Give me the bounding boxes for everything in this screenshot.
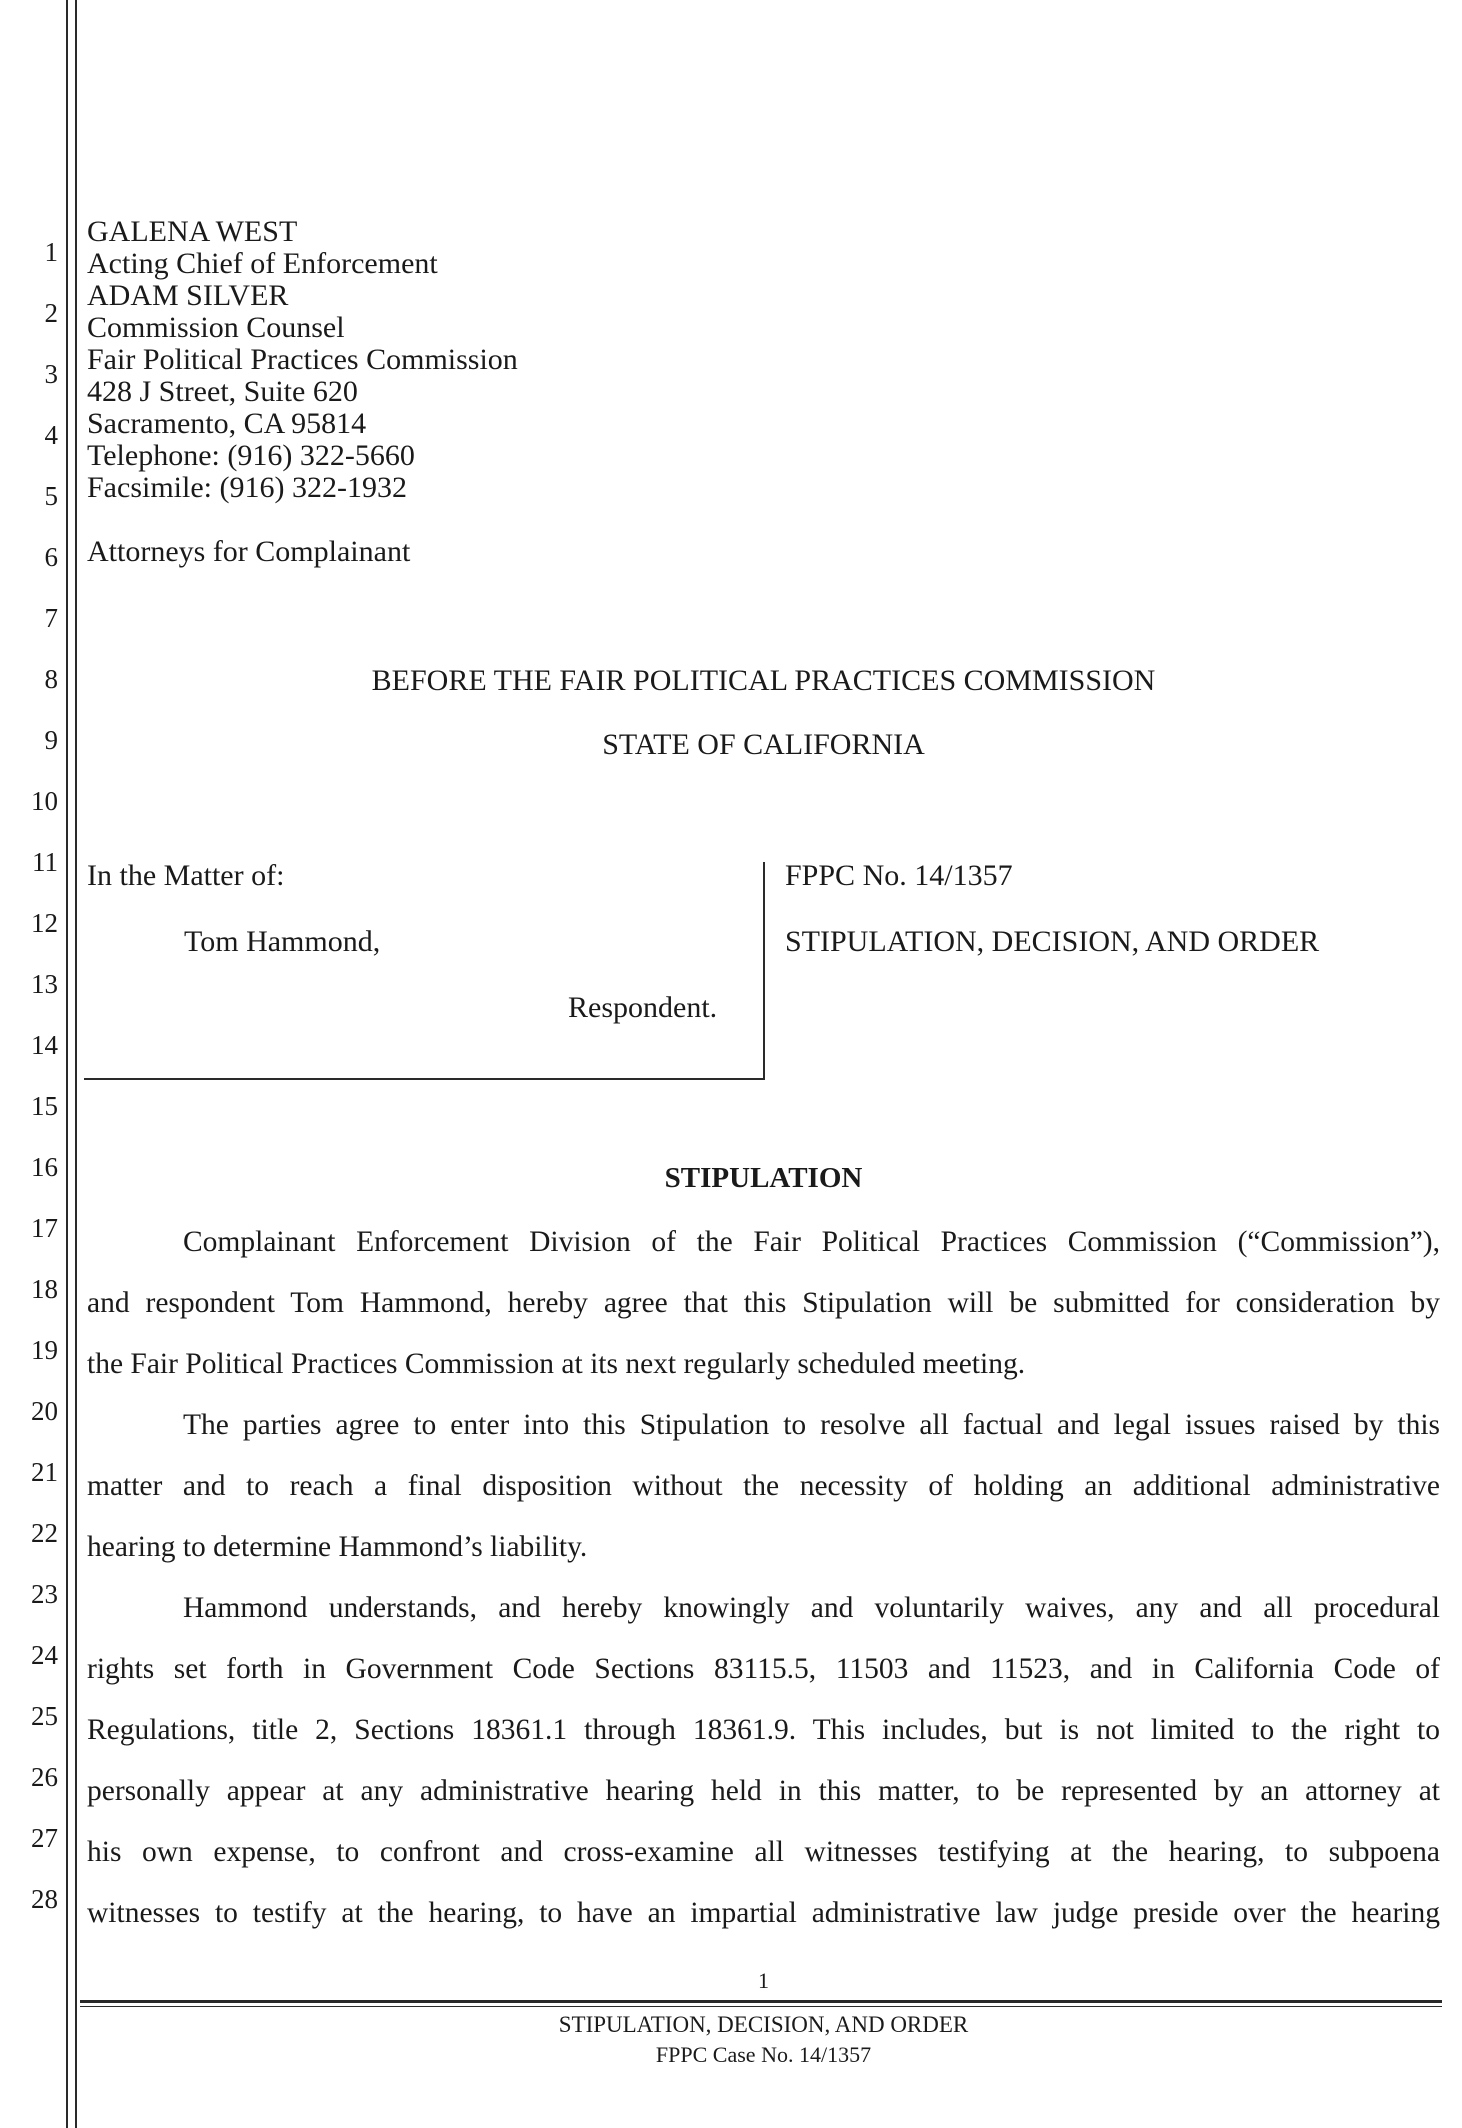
attorney-line: Acting Chief of Enforcement bbox=[87, 247, 438, 280]
body-line: hearing to determine Hammond’s liability. bbox=[87, 1531, 588, 1563]
line-number: 21 bbox=[31, 1457, 58, 1487]
line-number: 25 bbox=[31, 1701, 58, 1731]
line-number: 24 bbox=[31, 1640, 58, 1670]
line-number: 14 bbox=[31, 1030, 58, 1060]
attorney-line: Facsimile: (916) 322-1932 bbox=[87, 471, 407, 504]
document-title: STIPULATION, DECISION, AND ORDER bbox=[785, 925, 1320, 958]
line-number: 10 bbox=[31, 786, 58, 816]
attorney-line: Commission Counsel bbox=[87, 311, 345, 344]
line-number: 16 bbox=[31, 1152, 58, 1182]
respondent-label: Respondent. bbox=[568, 991, 718, 1024]
body-line: Regulations, title 2, Sections 18361.1 through 18361.9. This includes, but is not limited to the right to bbox=[87, 1714, 1440, 1746]
margin-rule-left-inner bbox=[75, 0, 77, 2128]
body-line: rights set forth in Government Code Sections 83115.5, 11503 and 11523, and in California Code of bbox=[87, 1653, 1440, 1685]
line-number: 2 bbox=[44, 298, 58, 328]
body-line: witnesses to testify at the hearing, to have an impartial administrative law judge preside over the hearing bbox=[87, 1897, 1440, 1929]
body-line: The parties agree to enter into this Stipulation to resolve all factual and legal issues raised by this bbox=[183, 1409, 1440, 1441]
line-number: 27 bbox=[31, 1823, 58, 1853]
line-number: 6 bbox=[44, 542, 58, 572]
line-number: 12 bbox=[31, 908, 58, 938]
line-number: 15 bbox=[31, 1091, 58, 1121]
line-number: 8 bbox=[44, 664, 58, 694]
line-number: 11 bbox=[32, 847, 58, 877]
line-number: 7 bbox=[44, 603, 58, 633]
body-line: Hammond understands, and hereby knowingly and voluntarily waives, any and all procedural bbox=[183, 1592, 1440, 1624]
body-line: and respondent Tom Hammond, hereby agree that this Stipulation will be submitted for consideration by bbox=[87, 1287, 1440, 1319]
case-number: FPPC No. 14/1357 bbox=[785, 859, 1013, 892]
page-number: 1 bbox=[758, 1968, 769, 1993]
attorney-line: Fair Political Practices Commission bbox=[87, 343, 518, 376]
attorney-line: Telephone: (916) 322-5660 bbox=[87, 439, 415, 472]
footer-case: FPPC Case No. 14/1357 bbox=[655, 2042, 872, 2067]
line-number: 22 bbox=[31, 1518, 58, 1548]
attorney-line: Sacramento, CA 95814 bbox=[87, 407, 367, 440]
line-number: 23 bbox=[31, 1579, 58, 1609]
attorney-line: 428 J Street, Suite 620 bbox=[87, 375, 358, 408]
line-number: 13 bbox=[31, 969, 58, 999]
respondent-name: Tom Hammond, bbox=[184, 925, 381, 958]
court-title: BEFORE THE FAIR POLITICAL PRACTICES COMMISSION bbox=[371, 664, 1156, 697]
court-subtitle: STATE OF CALIFORNIA bbox=[602, 728, 925, 761]
matter-label: In the Matter of: bbox=[87, 859, 285, 892]
attorney-role: Attorneys for Complainant bbox=[87, 535, 411, 568]
line-number: 17 bbox=[31, 1213, 58, 1243]
line-number: 26 bbox=[31, 1762, 58, 1792]
body-line: the Fair Political Practices Commission at its next regularly scheduled meeting. bbox=[87, 1348, 1026, 1380]
line-number: 1 bbox=[44, 237, 58, 267]
footer-title: STIPULATION, DECISION, AND ORDER bbox=[558, 2012, 969, 2037]
section-heading: STIPULATION bbox=[664, 1162, 863, 1194]
line-number: 4 bbox=[44, 420, 58, 450]
footer-rule-thin bbox=[80, 2006, 1442, 2007]
body-line: his own expense, to confront and cross-examine all witnesses testifying at the hearing, to subpoena bbox=[87, 1836, 1440, 1868]
attorney-line: ADAM SILVER bbox=[87, 279, 289, 312]
caption-divider-vertical bbox=[763, 862, 765, 1080]
line-number: 3 bbox=[44, 359, 58, 389]
footer-rule-thick bbox=[80, 2000, 1442, 2003]
line-number: 28 bbox=[31, 1884, 58, 1914]
margin-rule-left-outer bbox=[66, 0, 68, 2128]
attorney-line: GALENA WEST bbox=[87, 215, 298, 248]
line-number: 5 bbox=[44, 481, 58, 511]
line-number: 19 bbox=[31, 1335, 58, 1365]
line-number: 18 bbox=[31, 1274, 58, 1304]
line-number: 20 bbox=[31, 1396, 58, 1426]
line-number: 9 bbox=[44, 725, 58, 755]
body-line: Complainant Enforcement Division of the Fair Political Practices Commission (“Commission”), bbox=[183, 1226, 1440, 1258]
body-line: matter and to reach a final disposition without the necessity of holding an additional administrative bbox=[87, 1470, 1440, 1502]
body-line: personally appear at any administrative hearing held in this matter, to be represented by an attorney at bbox=[87, 1775, 1440, 1807]
caption-divider-horizontal bbox=[84, 1078, 765, 1080]
